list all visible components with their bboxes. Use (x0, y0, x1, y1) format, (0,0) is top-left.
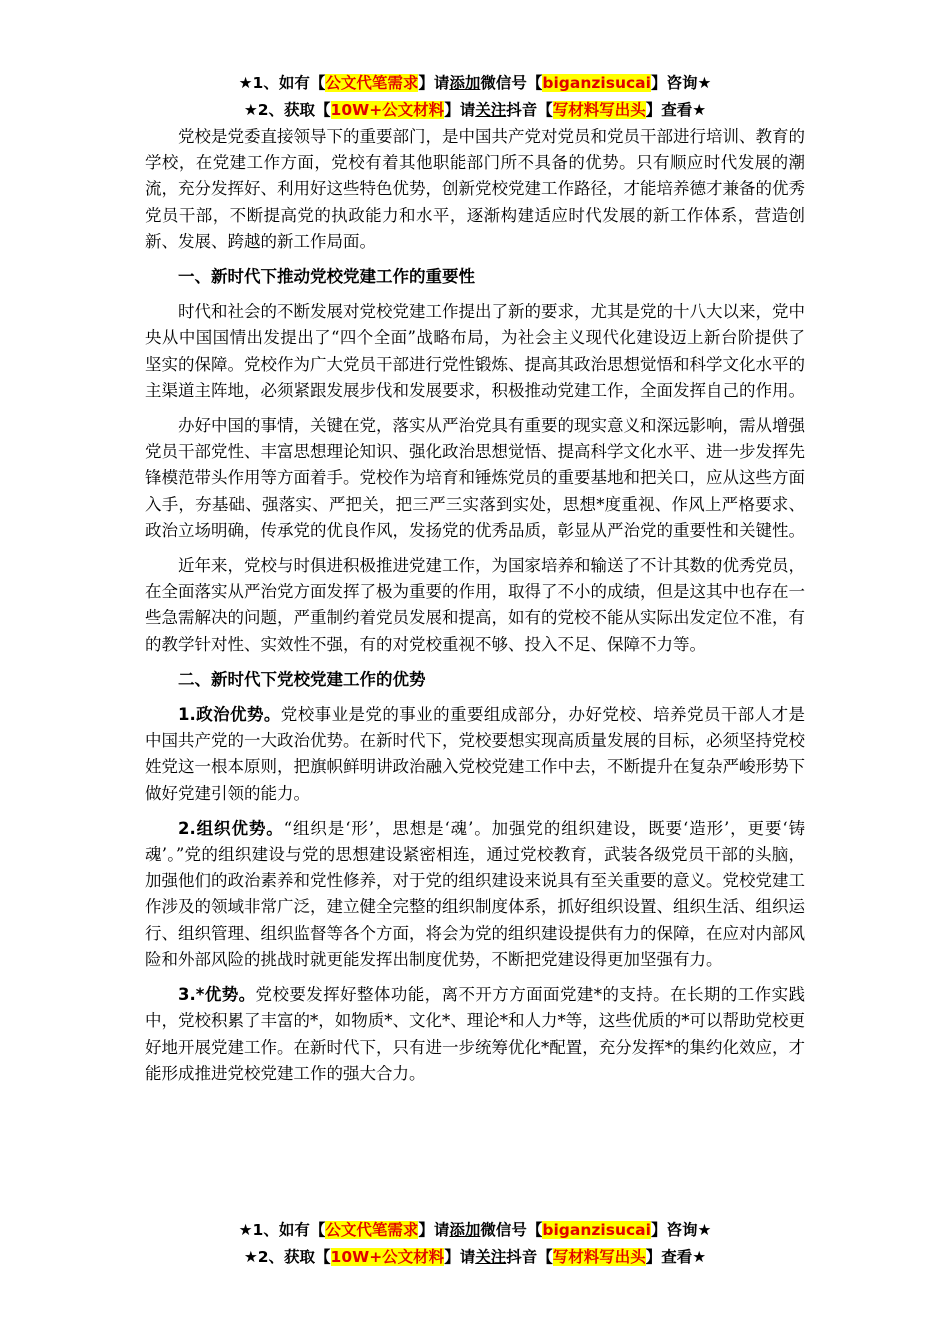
document-page (145, 70, 805, 1087)
promo-banner-bottom (145, 1217, 805, 1271)
section-1-paragraph-3: 近年来，党校与时俱进积极推进党建工作，为国家培养和输送了不计其数的优秀党员，在全面落实从严治党方面发挥了极为重要的作用，取得了不小的成绩，但是这其中也存在一些急需解决的问题，严重制约着党员发展和提高，如有的党校不能从实际出发定位不准，有的教学针对性、实效性不强，有的对党校重视不够、投入不足、保障不力等。 (145, 556, 805, 654)
item-1-lead: 1.政治优势。 (178, 705, 281, 725)
highlight-materials: 10W+公文材料 (330, 1248, 445, 1266)
highlight-materials: 10W+公文材料 (330, 101, 445, 119)
section-1-paragraph-1: 时代和社会的不断发展对党校党建工作提出了新的要求，尤其是党的十八大以来，党中央从中国国情出发提出了“四个全面”战略布局，为社会主义现代化建设迈上新台阶提供了坚实的保障。党校作为广大党员干部进行党性锻炼、提高其政治思想觉悟和科学文化水平的主渠道主阵地，必须紧跟发展步伐和发展要求，积极推动党建工作，全面发挥自己的作用。 (145, 302, 805, 400)
highlight-douyin-id: 写材料写出头 (552, 101, 646, 119)
promo-line-2-bottom: ★2、获取【10W+公文材料】请关注抖音【写材料写出头】查看★ (243, 1248, 707, 1266)
section-1-paragraph-2: 办好中国的事情，关键在党，落实从严治党具有重要的现实意义和深远影响，需从增强党员干部党性、丰富思想理论知识、强化政治思想觉悟、提高科学文化水平、进一步发挥先锋模范带头作用等方面着手。党校作为培育和锤炼党员的重要基地和把关口，应从这些方面入手，夯基础、强落实、严把关，把三严三实落到实处，思想*度重视、作风上严格要求、政治立场明确，传承党的优良作风，发扬党的优秀品质，彰显从严治党的重要性和关键性。 (145, 416, 805, 540)
promo-banner-top (145, 70, 805, 124)
highlight-douyin-id: 写材料写出头 (552, 1248, 646, 1266)
promo-line-1-bottom: ★1、如有【公文代笔需求】请添加微信号【biganzisucai】咨询★ (238, 1221, 712, 1239)
section-2-heading: 二、新时代下党校党建工作的优势 (178, 669, 426, 689)
highlight-service: 公文代笔需求 (325, 74, 419, 92)
highlight-wechat-id: biganzisucai (542, 74, 651, 92)
item-3-lead: 3.*优势。 (178, 985, 256, 1005)
item-2-lead: 2.组织优势。 (178, 818, 284, 838)
section-2-item-2: 2.组织优势。“组织是‘形’，思想是‘魂’。加强党的组织建设，既要‘造形’，更要‘铸魂’。”党的组织建设与党的思想建设紧密相连，通过党校教育，武装各级党员干部的头脑，加强他们的政治素养和党性修养，对于党的组织建设来说具有至关重要的意义。党校党建工作涉及的领域非常广泛，建立健全完整的组织制度体系，抓好组织设置、组织生活、组织运行、组织管理、组织监督等各个方面，将会为党的组织建设提供有力的保障，在应对内部风险和外部风险的挑战时就更能发挥出制度优势，不断把党建设得更加坚强有力。 (145, 818, 806, 969)
intro-paragraph: 党校是党委直接领导下的重要部门，是中国共产党对党员和党员干部进行培训、教育的学校，在党建工作方面，党校有着其他职能部门所不具备的优势。只有顺应时代发展的潮流，充分发挥好、利用好这些特色优势，创新党校党建工作路径，才能培养德才兼备的优秀党员干部，不断提高党的执政能力和水平，逐渐构建适应时代发展的新工作体系，营造创新、发展、跨越的新工作局面。 (145, 127, 805, 251)
section-2-item-3: 3.*优势。党校要发挥好整体功能，离不开方方面面党建*的支持。在长期的工作实践中，党校积累了丰富的*，如物质*、文化*、理论*和人力*等，这些优质的*可以帮助党校更好地开展党建工作。在新时代下，只有进一步统筹优化*配置，充分发挥*的集约化效应，才能形成推进党校党建工作的强大合力。 (145, 985, 805, 1083)
highlight-service: 公文代笔需求 (325, 1221, 419, 1239)
promo-line-1: ★1、如有【公文代笔需求】请添加微信号【biganzisucai】咨询★ (238, 74, 712, 92)
highlight-wechat-id: biganzisucai (542, 1221, 651, 1239)
promo-line-2: ★2、获取【10W+公文材料】请关注抖音【写材料写出头】查看★ (243, 101, 707, 119)
section-1-heading: 一、新时代下推动党校党建工作的重要性 (178, 267, 475, 287)
section-2-item-1: 1.政治优势。党校事业是党的事业的重要组成部分，办好党校、培养党员干部人才是中国共产党的一大政治优势。在新时代下，党校要想实现高质量发展的目标，必须坚持党校姓党这一根本原则，把旗帜鲜明讲政治融入党校党建工作中去，不断提升在复杂严峻形势下做好党建引领的能力。 (145, 705, 806, 803)
